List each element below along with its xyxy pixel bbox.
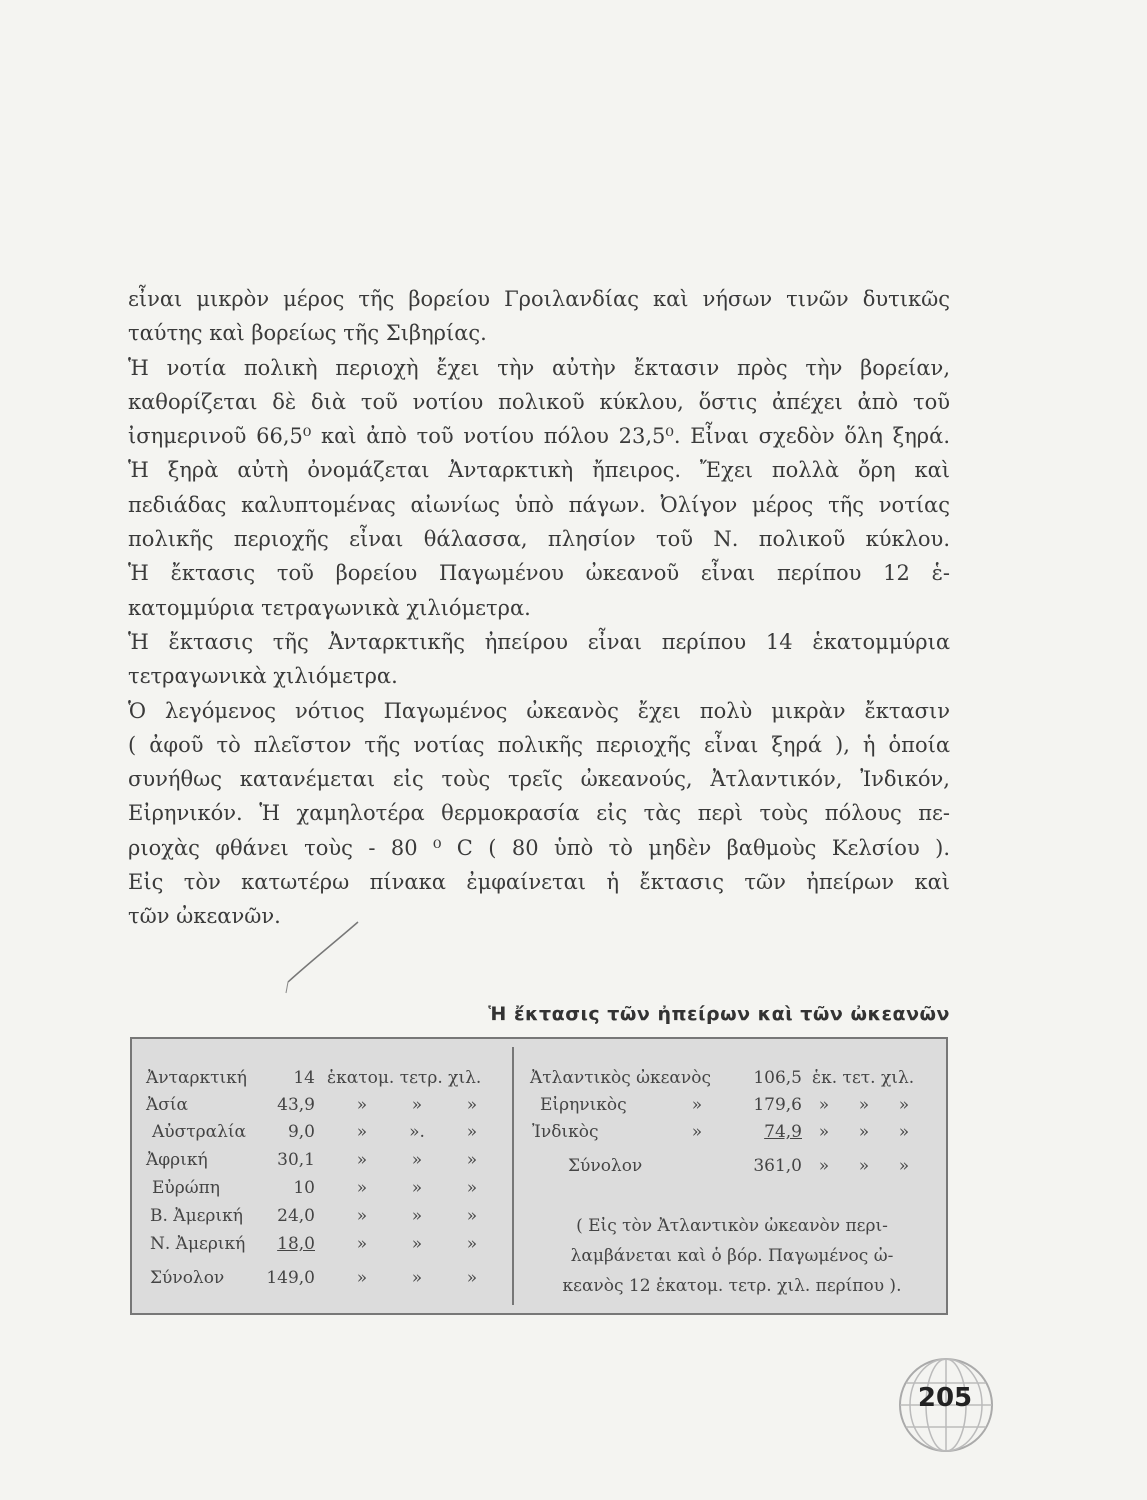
ditto-mark: »: [466, 1206, 478, 1226]
text-line: καθορίζεται δὲ διὰ τοῦ νοτίου πολικοῦ κύκλου, ὅστις ἀπέχει ἀπὸ τοῦ: [128, 389, 950, 414]
body-text: [128, 282, 950, 934]
ditto-mark: »: [356, 1095, 368, 1115]
ocean-value: 74,9: [764, 1122, 802, 1142]
continent-value: 24,0: [277, 1206, 315, 1226]
continent-value: 43,9: [277, 1095, 315, 1115]
continent-value: 18,0: [277, 1234, 315, 1254]
continent-total-value: 149,0: [266, 1268, 315, 1288]
ocean-value: 106,5: [753, 1068, 802, 1088]
continent-name: Εὐρώπη: [152, 1178, 220, 1198]
continent-value: 14: [293, 1068, 315, 1088]
ditto-mark: »: [356, 1234, 368, 1254]
ditto-mark: »: [466, 1095, 478, 1115]
footnote-line: κεανὸς 12 ἑκατομ. τετρ. χιλ. περίπου ).: [562, 1276, 902, 1296]
ocean-total-value: 361,0: [753, 1156, 802, 1176]
text-line: εἶναι μικρὸν μέρος τῆς βορείου Γροιλανδίας καὶ νήσων τινῶν δυτικῶς: [128, 287, 950, 311]
ditto-mark: »: [466, 1150, 478, 1170]
text-line: Εἰρηνικόν. Ἡ χαμηλοτέρα θερμοκρασία εἰς τὰς περὶ τοὺς πόλους πε-: [128, 801, 950, 826]
text-line: Ἡ ξηρὰ αὐτὴ ὀνομάζεται Ἀνταρκτικὴ ἤπειρος. Ἔχει πολλὰ ὄρη καὶ: [128, 458, 950, 483]
ditto-mark: »: [356, 1150, 368, 1170]
table-footnote: [532, 1211, 932, 1301]
ditto-mark: »: [858, 1156, 870, 1176]
continent-total-label: Σύνολον: [150, 1268, 225, 1288]
ditto-mark: »: [411, 1095, 423, 1115]
ditto-mark: »: [898, 1156, 910, 1176]
unit-label: ἑκατομ. τετρ. χιλ.: [327, 1068, 482, 1088]
ditto-mark: »: [411, 1268, 423, 1288]
ditto-mark: »: [818, 1095, 830, 1115]
footnote-line: ( Εἰς τὸν Ἀτλαντικὸν ὠκεανὸν περι-: [576, 1216, 888, 1236]
continent-name: Ἀφρική: [146, 1150, 208, 1170]
ditto-mark: »: [411, 1234, 423, 1254]
text-line: πολικῆς περιοχῆς εἶναι θάλασσα, πλησίον τοῦ Ν. πολικοῦ κύκλου.: [128, 527, 950, 552]
text-line: ταύτης καὶ βορείως τῆς Σιβηρίας.: [128, 321, 487, 346]
continent-name: Β. Ἀμερική: [150, 1206, 243, 1226]
continent-name: Ἀνταρκτική: [146, 1068, 247, 1088]
text-line: συνήθως κατανέμεται εἰς τοὺς τρεῖς ὠκεανούς, Ἀτλαντικόν, Ἰνδικόν,: [128, 767, 950, 792]
ocean-name: Ἰνδικὸς: [532, 1122, 599, 1142]
ditto-mark: »: [356, 1206, 368, 1226]
ocean-total-label: Σύνολον: [568, 1156, 643, 1176]
ditto-mark: »: [858, 1122, 870, 1142]
table-divider: [512, 1047, 514, 1305]
table-title: Ἡ ἔκτασις τῶν ἠπείρων καὶ τῶν ὠκεανῶν: [488, 1003, 950, 1025]
ditto-mark: »: [858, 1095, 870, 1115]
ditto-mark: »: [466, 1178, 478, 1198]
text-line: ἰσημερινοῦ 66,5⁰ καὶ ἀπὸ τοῦ νοτίου πόλου 23,5⁰. Εἶναι σχεδὸν ὅλη ξηρά.: [128, 424, 950, 449]
ditto-mark: »: [818, 1122, 830, 1142]
ditto-mark: »: [356, 1122, 368, 1142]
pen-stroke-mark: [280, 920, 370, 995]
text-line: Εἰς τὸν κατωτέρω πίνακα ἐμφαίνεται ἡ ἔκτασις τῶν ἠπείρων καὶ: [128, 870, 950, 895]
ocean-value: 179,6: [753, 1095, 802, 1115]
ditto-mark: »: [466, 1234, 478, 1254]
text-line: ριοχὰς φθάνει τοὺς - 80 ⁰ C ( 80 ὑπὸ τὸ μηδὲν βαθμοὺς Κελσίου ).: [128, 835, 950, 860]
text-line: Ἡ ἔκτασις τῆς Ἀνταρκτικῆς ἠπείρου εἶναι περίπου 14 ἑκατομμύρια: [128, 629, 950, 654]
ditto-mark: »: [411, 1178, 423, 1198]
ditto-mark: »: [691, 1095, 703, 1115]
ditto-mark: »: [466, 1268, 478, 1288]
ditto-mark: »: [691, 1122, 703, 1142]
ocean-name: Ἀτλαντικὸς ὠκεανὸς: [530, 1068, 711, 1088]
text-line: ( ἀφοῦ τὸ πλεῖστον τῆς νοτίας πολικῆς περιοχῆς εἶναι ξηρά ), ἡ ὁποία: [128, 732, 950, 757]
continent-value: 10: [293, 1178, 315, 1198]
text-line: Ὁ λεγόμενος νότιος Παγωμένος ὠκεανὸς ἔχει πολὺ μικρὰν ἔκτασιν: [128, 698, 950, 723]
ditto-mark: »: [411, 1150, 423, 1170]
footnote-line: λαμβάνεται καὶ ὁ βόρ. Παγωμένος ὠ-: [570, 1246, 894, 1266]
ditto-mark: »: [466, 1122, 478, 1142]
unit-label: ἑκ. τετ. χιλ.: [812, 1068, 915, 1088]
continent-value: 9,0: [287, 1122, 315, 1142]
ocean-name: Εἰρηνικὸς: [540, 1095, 627, 1115]
text-line: τῶν ὠκεανῶν.: [128, 904, 281, 929]
text-line: τετραγωνικὰ χιλιόμετρα.: [128, 664, 398, 689]
text-line: Ἡ νοτία πολικὴ περιοχὴ ἔχει τὴν αὐτὴν ἔκτασιν πρὸς τὴν βορείαν,: [128, 355, 950, 380]
page-number: 205: [917, 1383, 973, 1413]
ditto-mark: »: [898, 1122, 910, 1142]
ditto-mark: »: [898, 1095, 910, 1115]
continent-name: Αὐστραλία: [152, 1122, 247, 1142]
ditto-mark: »: [356, 1268, 368, 1288]
area-table: [130, 1037, 948, 1315]
continent-value: 30,1: [277, 1150, 315, 1170]
continent-name: Ν. Ἀμερική: [150, 1234, 246, 1254]
text-line: πεδιάδας καλυπτομένας αἰωνίως ὑπὸ πάγων. Ὀλίγον μέρος τῆς νοτίας: [128, 492, 950, 517]
ditto-mark: »: [356, 1178, 368, 1198]
ditto-mark: »: [818, 1156, 830, 1176]
text-line: Ἡ ἔκτασις τοῦ βορείου Παγωμένου ὠκεανοῦ εἶναι περίπου 12 ἑ-: [128, 561, 950, 586]
continent-name: Ἀσία: [146, 1095, 189, 1115]
ditto-mark: »: [411, 1206, 423, 1226]
ditto-mark: ».: [409, 1122, 425, 1142]
text-line: κατομμύρια τετραγωνικὰ χιλιόμετρα.: [128, 595, 531, 620]
